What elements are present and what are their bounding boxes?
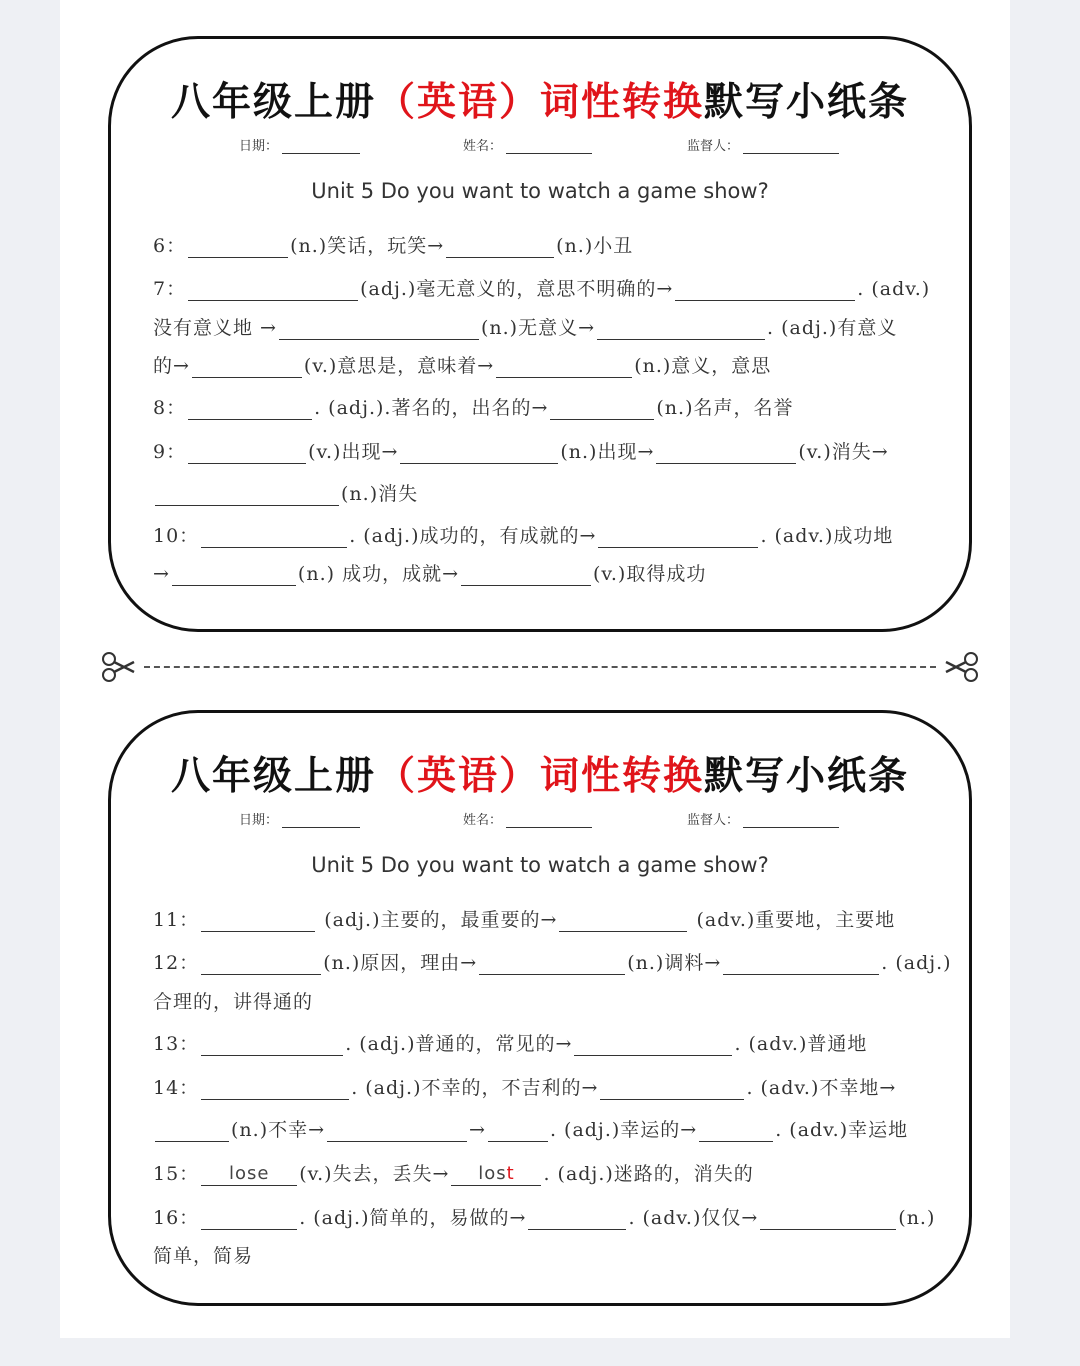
blank[interactable] xyxy=(188,235,288,258)
line-text: 8： xyxy=(153,397,187,419)
answer-lose[interactable]: lose xyxy=(201,1163,297,1186)
exercise-line xyxy=(153,948,952,975)
blank[interactable] xyxy=(188,441,306,464)
unit-heading: Unit 5 Do you want to watch a game show? xyxy=(311,853,769,877)
line-text: . (adv.)仅仅→ xyxy=(628,1207,759,1229)
line-text: (n.)意义，意思 xyxy=(634,355,772,377)
blank[interactable] xyxy=(201,909,315,932)
meta-row xyxy=(111,135,969,155)
line-text: . (adj.).著名的，出名的→ xyxy=(314,397,549,419)
blank[interactable] xyxy=(201,1033,343,1056)
line-text: 10： xyxy=(153,525,200,547)
cut-line xyxy=(100,650,980,684)
blank[interactable] xyxy=(446,235,554,258)
blank[interactable] xyxy=(155,1119,229,1142)
blank[interactable] xyxy=(550,397,654,420)
exercise-line xyxy=(153,1115,908,1142)
blank[interactable] xyxy=(600,1077,744,1100)
blank[interactable] xyxy=(201,952,321,975)
exercise-line xyxy=(153,479,418,506)
blank[interactable] xyxy=(559,909,687,932)
blank[interactable] xyxy=(279,317,479,340)
blank[interactable] xyxy=(699,1119,773,1142)
line-text: 12： xyxy=(153,952,200,974)
blank[interactable] xyxy=(192,355,302,378)
line-text: (n.)调料→ xyxy=(627,952,722,974)
line-text: . (adv.)成功地 xyxy=(760,525,894,547)
line-text: (v.)出现→ xyxy=(308,441,399,463)
card-title: 八年级上册（英语）词性转换默写小纸条 xyxy=(170,753,910,799)
exercise-line xyxy=(153,351,771,378)
name-field[interactable]: 姓名： xyxy=(463,809,592,828)
exercise-line xyxy=(153,559,706,586)
line-text: 16： xyxy=(153,1207,200,1229)
blank[interactable] xyxy=(723,952,879,975)
line-text: (n.) xyxy=(898,1207,936,1229)
exercise-line xyxy=(153,521,893,548)
meta-row xyxy=(111,809,969,829)
blank[interactable] xyxy=(574,1033,732,1056)
exercise-line xyxy=(153,231,633,258)
scissors-icon xyxy=(100,650,136,684)
line-text: (n.)原因，理由→ xyxy=(323,952,478,974)
exercise-line xyxy=(153,905,895,932)
blank[interactable] xyxy=(188,278,358,301)
name-field[interactable]: 姓名： xyxy=(463,135,592,154)
blank[interactable] xyxy=(201,525,347,548)
date-field[interactable]: 日期： xyxy=(239,809,360,828)
exercise-line xyxy=(153,313,897,340)
line-text: (v.)消失→ xyxy=(798,441,889,463)
blank[interactable] xyxy=(155,483,339,506)
line-text: (n.)小丑 xyxy=(556,235,634,257)
blank[interactable] xyxy=(675,278,855,301)
line-text: (n.)笑话，玩笑→ xyxy=(290,235,445,257)
supervisor-field[interactable]: 监督人： xyxy=(687,809,839,828)
line-text: . (adj.)幸运的→ xyxy=(549,1119,698,1141)
date-field[interactable]: 日期： xyxy=(239,135,360,154)
line-text: 11： xyxy=(153,909,200,931)
dictation-card-1 xyxy=(108,36,972,632)
exercise-line xyxy=(153,987,313,1014)
blank[interactable] xyxy=(597,317,765,340)
blank[interactable] xyxy=(760,1207,896,1230)
blank[interactable] xyxy=(528,1207,626,1230)
line-text: . (adj.)有意义 xyxy=(767,317,898,339)
line-text: . (adv.)不幸地→ xyxy=(746,1077,897,1099)
exercise-line xyxy=(153,1073,896,1100)
exercise-line xyxy=(153,274,930,301)
line-text: . (adj.)迷路的，消失的 xyxy=(543,1163,754,1185)
exercise-line xyxy=(153,1203,935,1230)
scissors-icon xyxy=(944,650,980,684)
line-text: 的→ xyxy=(153,355,190,377)
line-text: (n.)消失 xyxy=(341,483,419,505)
line-text: 合理的，讲得通的 xyxy=(153,991,314,1013)
blank[interactable] xyxy=(201,1207,297,1230)
line-text: 9： xyxy=(153,441,187,463)
blank[interactable] xyxy=(479,952,625,975)
line-text: (adj.)主要的，最重要的→ xyxy=(324,909,558,931)
line-text: 13： xyxy=(153,1033,200,1055)
line-text: 14： xyxy=(153,1077,200,1099)
line-text: . (adj.)成功的，有成就的→ xyxy=(349,525,597,547)
blank[interactable] xyxy=(496,355,632,378)
line-text: (n.)不幸→ xyxy=(231,1119,326,1141)
blank[interactable] xyxy=(188,397,312,420)
line-text: → xyxy=(153,563,170,585)
line-text: 15： xyxy=(153,1163,200,1185)
line-text: . (adj.) xyxy=(881,952,952,974)
line-text: (n.) 成功，成就→ xyxy=(297,563,459,585)
blank[interactable] xyxy=(656,441,796,464)
line-text: (v.)意思是，意味着→ xyxy=(303,355,495,377)
answer-lost[interactable]: lost xyxy=(451,1163,541,1186)
line-text: → xyxy=(469,1119,486,1141)
line-text: 6： xyxy=(153,235,187,257)
exercise-line xyxy=(153,1159,754,1186)
blank[interactable] xyxy=(172,563,296,586)
line-text: . (adv.) xyxy=(857,278,931,300)
line-text: (v.)取得成功 xyxy=(592,563,707,585)
blank[interactable] xyxy=(400,441,558,464)
line-text: (v.)失去，丢失→ xyxy=(299,1163,450,1185)
line-text: (n.)出现→ xyxy=(560,441,655,463)
line-text: . (adj.)简单的，易做的→ xyxy=(299,1207,527,1229)
exercise-line xyxy=(153,1241,253,1268)
line-text: (n.)无意义→ xyxy=(480,317,595,339)
line-text: . (adj.)不幸的，不吉利的→ xyxy=(351,1077,599,1099)
line-text: 没有意义地 → xyxy=(153,317,277,339)
blank[interactable] xyxy=(201,1077,349,1100)
exercise-line xyxy=(153,393,794,420)
dictation-card-2 xyxy=(108,710,972,1306)
line-text: 简单，简易 xyxy=(153,1245,254,1267)
exercise-line xyxy=(153,437,889,464)
line-text: . (adv.)普通地 xyxy=(734,1033,868,1055)
blank[interactable] xyxy=(461,563,591,586)
blank[interactable] xyxy=(598,525,758,548)
line-text: (adv.)重要地，主要地 xyxy=(696,909,896,931)
line-text: . (adv.)幸运地 xyxy=(775,1119,909,1141)
line-text: (adj.)毫无意义的，意思不明确的→ xyxy=(360,278,674,300)
line-text: . (adj.)普通的，常见的→ xyxy=(345,1033,573,1055)
card-title: 八年级上册（英语）词性转换默写小纸条 xyxy=(170,79,910,125)
blank[interactable] xyxy=(488,1119,548,1142)
line-text: (n.)名声，名誉 xyxy=(656,397,794,419)
exercise-line xyxy=(153,1029,867,1056)
unit-heading: Unit 5 Do you want to watch a game show? xyxy=(311,179,769,203)
line-text: 7： xyxy=(153,278,187,300)
blank[interactable] xyxy=(327,1119,467,1142)
supervisor-field[interactable]: 监督人： xyxy=(687,135,839,154)
